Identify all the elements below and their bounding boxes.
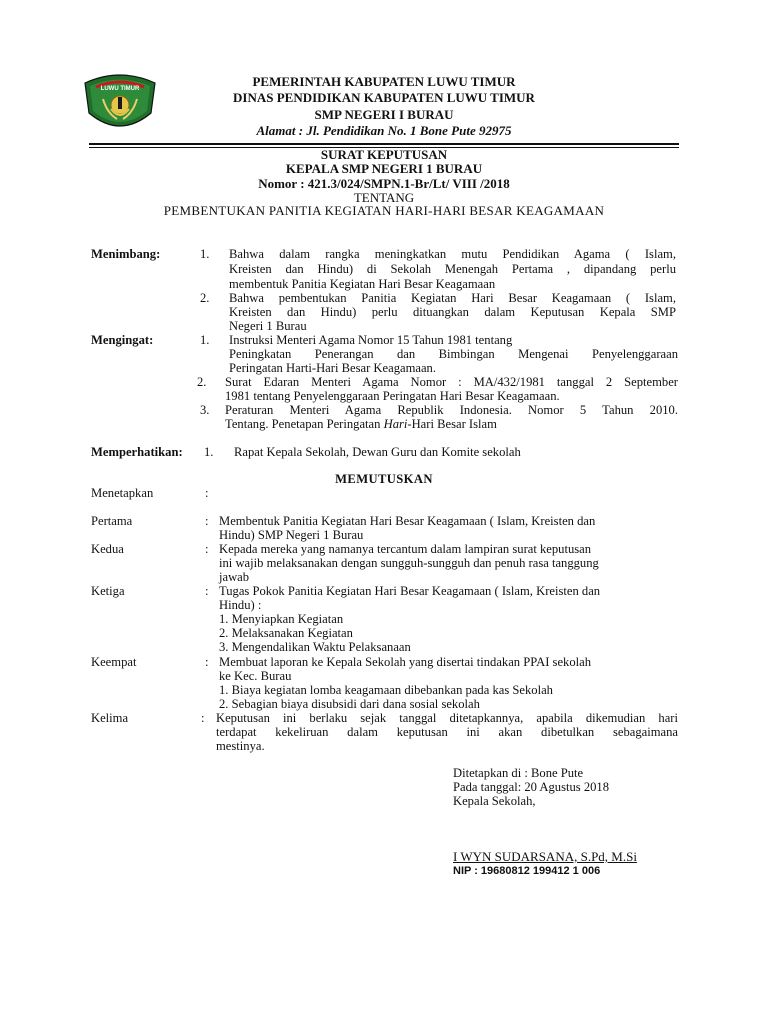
signer-name: I WYN SUDARSANA, S.Pd, M.Si xyxy=(453,849,637,864)
kelima-line1: Keputusan ini berlaku sejak tanggal ditetapkannya, apabila dikemudian hari xyxy=(216,711,678,725)
header-school: SMP NEGERI I BURAU xyxy=(314,107,454,122)
mengingat-item-2-line2: 1981 tentang Penyelenggaraan Peringatan Hari Besar Keagamaan. xyxy=(225,389,560,403)
mengingat-item-1-line3: Peringatan Harti-Hari Besar Keagamaan. xyxy=(229,361,437,375)
doc-title: SURAT KEPUTUSAN xyxy=(320,147,448,162)
pertama-label: Pertama xyxy=(91,514,133,528)
kedua-line2: ini wajib melaksanakan dengan sungguh-sungguh dan penuh rasa tanggung xyxy=(219,556,599,570)
header-divider xyxy=(89,143,679,145)
keempat-item-1: 1. Biaya kegiatan lomba keagamaan dibebankan pada kas Sekolah xyxy=(219,683,553,697)
mengingat-num-3: 3. xyxy=(200,403,210,417)
mengingat-num-1: 1. xyxy=(200,333,210,347)
ketiga-line1: Tugas Pokok Panitia Kegiatan Hari Besar Keagamaan ( Islam, Kreisten dan xyxy=(219,584,601,598)
kedua-line3: jawab xyxy=(219,570,250,584)
mengingat-item-3-post: -Hari Besar Islam xyxy=(407,417,497,431)
keempat-label: Keempat xyxy=(91,655,137,669)
menimbang-item-2-line2: Kreisten dan Hindu) perlu dituangkan dalam Keputusan Kepala SMP xyxy=(229,305,676,319)
signer-nip: NIP : 19680812 199412 1 006 xyxy=(453,865,601,877)
menimbang-item-2-line3: Negeri 1 Burau xyxy=(229,319,307,333)
menimbang-item-1-line1: Bahwa dalam rangka meningkatkan mutu Pendidikan Agama ( Islam, xyxy=(229,247,676,261)
memperhatikan-label: Memperhatikan: xyxy=(91,445,183,459)
sign-date: Pada tanggal: 20 Agustus 2018 xyxy=(453,780,610,794)
menimbang-item-2-line1: Bahwa pembentukan Panitia Kegiatan Hari Besar Keagamaan ( Islam, xyxy=(229,291,676,305)
menetapkan-label: Menetapkan xyxy=(91,486,154,500)
kedua-label: Kedua xyxy=(91,542,124,556)
ketiga-task-3: 3. Mengendalikan Waktu Pelaksanaan xyxy=(219,640,411,654)
doc-subject: PEMBENTUKAN PANITIA KEGIATAN HARI-HARI BESAR KEAGAMAAN xyxy=(163,203,605,218)
memutuskan-heading: MEMUTUSKAN xyxy=(335,472,433,486)
menimbang-item-1-line3: membentuk Panitia Kegiatan Hari Besar Keagamaan xyxy=(229,277,496,291)
keempat-item-2: 2. Sebagian biaya disubsidi dari dana sosial sekolah xyxy=(219,697,480,711)
memperhatikan-text: Rapat Kepala Sekolah, Dewan Guru dan Komite sekolah xyxy=(234,445,521,459)
ketiga-task-2: 2. Melaksanakan Kegiatan xyxy=(219,626,353,640)
ketiga-label: Ketiga xyxy=(91,584,125,598)
memperhatikan-num-1: 1. xyxy=(204,445,214,459)
mengingat-item-1-line1: Instruksi Menteri Agama Nomor 15 Tahun 1981 tentang xyxy=(229,333,513,347)
kedua-line1: Kepada mereka yang namanya tercantum dalam lampiran surat keputusan xyxy=(219,542,592,556)
kelima-line3: mestinya. xyxy=(216,739,265,753)
doc-tentang: TENTANG xyxy=(353,190,415,205)
kedua-colon: : xyxy=(205,542,209,556)
ketiga-line2: Hindu) : xyxy=(219,598,262,612)
sign-role: Kepala Sekolah, xyxy=(453,794,536,808)
mengingat-item-3-line2 xyxy=(225,417,497,432)
menimbang-label: Menimbang: xyxy=(91,247,161,261)
pertama-line1: Membentuk Panitia Kegiatan Hari Besar Keagamaan ( Islam, Kreisten dan xyxy=(219,514,596,528)
mengingat-item-3-line1: Peraturan Menteri Agama Republik Indonesia. Nomor 5 Tahun 2010. xyxy=(225,403,678,417)
menimbang-num-2: 2. xyxy=(200,291,210,305)
doc-issuer: KEPALA SMP NEGERI 1 BURAU xyxy=(285,161,483,176)
pertama-colon: : xyxy=(205,514,209,528)
pertama-line2: Hindu) SMP Negeri 1 Burau xyxy=(219,528,364,542)
keempat-colon: : xyxy=(205,655,209,669)
kelima-line2: terdapat kekeliruan dalam keputusan ini akan dibetulkan sebagaimana xyxy=(216,725,678,739)
kelima-label: Kelima xyxy=(91,711,129,725)
sign-place: Ditetapkan di : Bone Pute xyxy=(453,766,584,780)
header-government: PEMERINTAH KABUPATEN LUWU TIMUR xyxy=(252,74,516,89)
doc-number: Nomor : 421.3/024/SMPN.1-Br/Lt/ VIII /2018 xyxy=(258,176,510,191)
keempat-line1: Membuat laporan ke Kepala Sekolah yang disertai tindakan PPAI sekolah xyxy=(219,655,592,669)
mengingat-num-2: 2. xyxy=(197,375,207,389)
menimbang-item-1-line2: Kreisten dan Hindu) di Sekolah Menengah Pertama , dipandang perlu xyxy=(229,262,676,276)
ketiga-task-1: 1. Menyiapkan Kegiatan xyxy=(219,612,344,626)
svg-text:LUWU TIMUR: LUWU TIMUR xyxy=(100,86,140,92)
mengingat-item-3-italic: Hari xyxy=(383,417,408,431)
header-office: DINAS PENDIDIKAN KABUPATEN LUWU TIMUR xyxy=(233,90,535,105)
menimbang-num-1: 1. xyxy=(200,247,210,261)
header-address: Alamat : Jl. Pendidikan No. 1 Bone Pute 92975 xyxy=(256,123,512,138)
mengingat-item-1-line2: Peningkatan Penerangan dan Bimbingan Mengenai Penyelenggaraan xyxy=(229,347,678,361)
mengingat-label: Mengingat: xyxy=(91,333,154,347)
menetapkan-colon: : xyxy=(205,486,209,500)
ketiga-colon: : xyxy=(205,584,209,598)
mengingat-item-3-pre: Tentang. Penetapan Peringatan xyxy=(225,417,384,431)
keempat-line2: ke Kec. Burau xyxy=(219,669,292,683)
kelima-colon: : xyxy=(201,711,205,725)
mengingat-item-2-line1: Surat Edaran Menteri Agama Nomor : MA/432/1981 tanggal 2 September xyxy=(225,375,678,389)
